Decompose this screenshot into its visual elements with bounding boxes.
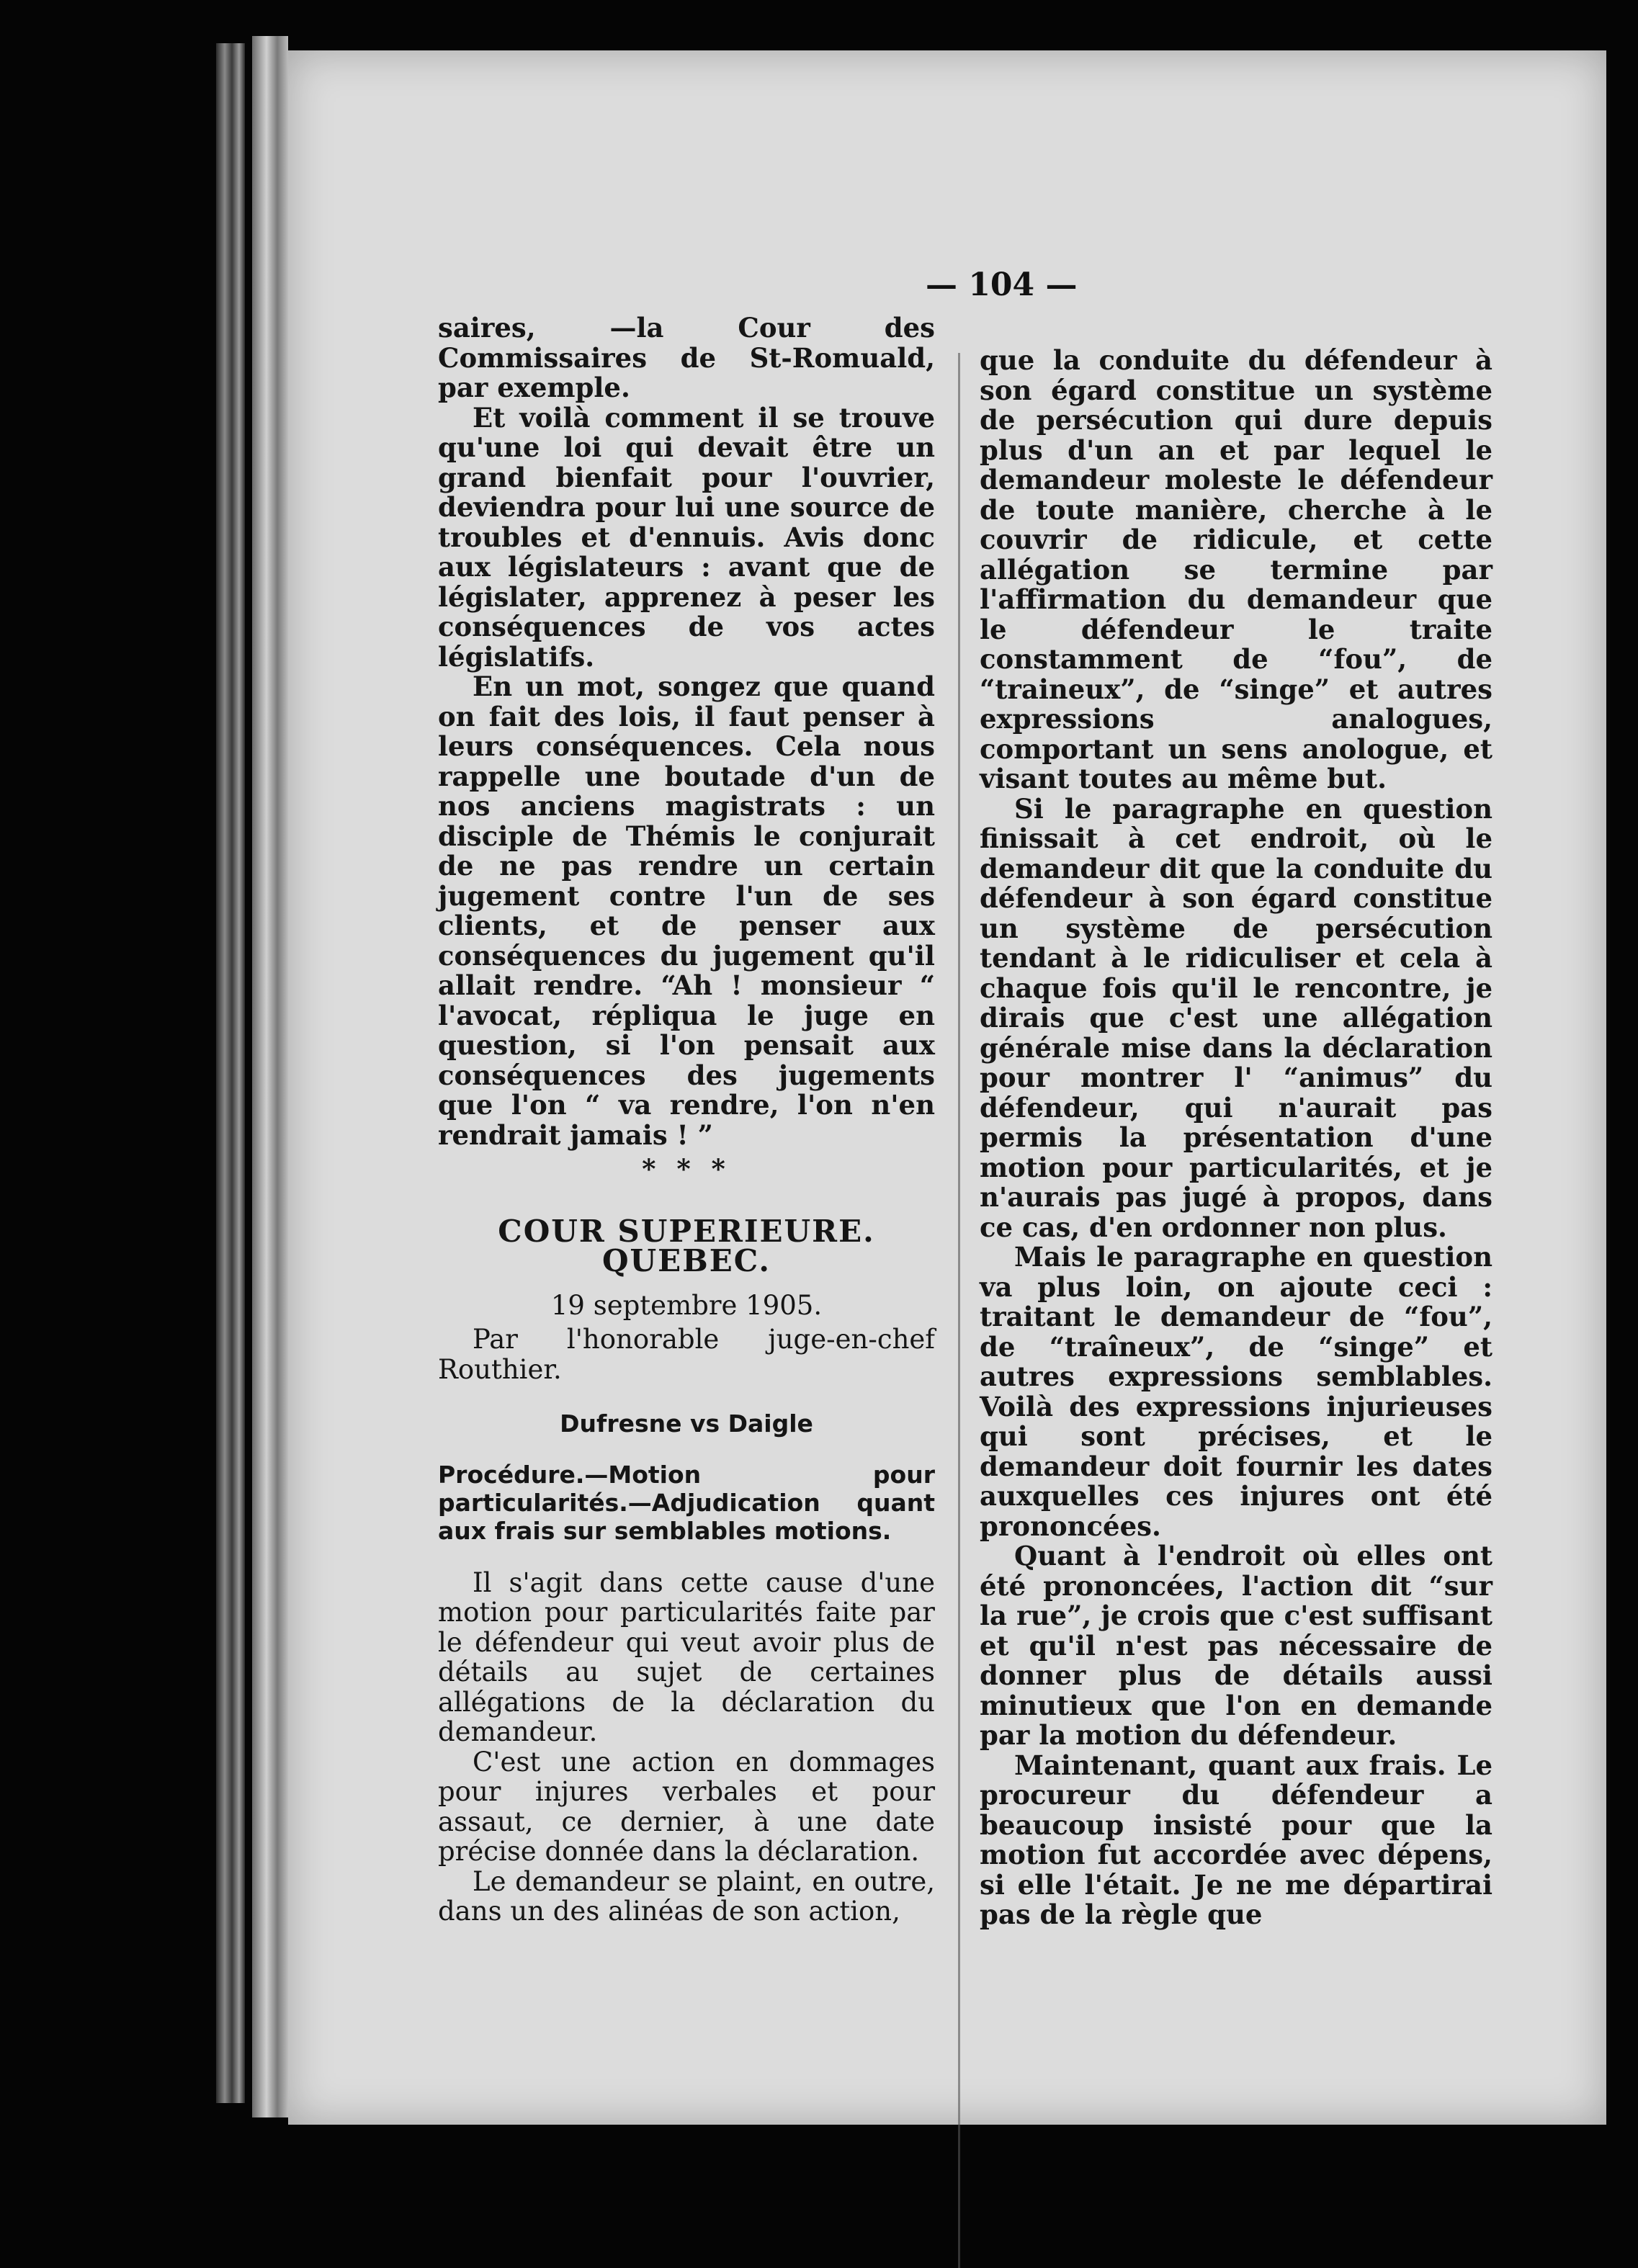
case-title: Dufresne vs Daigle	[560, 1409, 813, 1438]
book-binding-edge	[216, 43, 245, 2103]
right-paragraph-3: Mais le paragraphe en question va plus loin, on ajoute ceci : traitant le demandeur de “fou”, de “traîneux”, de “singe” et autres expressions semblables. Voilà des expressions injurieuses qui sont précises, et le demandeur doit fournir les dates auxquelles ces injures ont été prononcées.	[980, 1241, 1492, 1542]
left-paragraph-1: saires, —la Cour des Commissaires de St-Romuald, par exemple.	[438, 312, 935, 403]
court-heading: COUR SUPERIEURE. QUEBEC.	[498, 1213, 875, 1278]
left-paragraph-2: Et voilà comment il se trouve qu'une loi qui devait être un grand bienfait pour l'ouvrier, deviendra pour lui une source de troubles et d'ennuis. Avis donc aux législateurs : avant que de législater, apprenez à peser les conséquences de vos actes législatifs.	[438, 401, 935, 673]
case-summary: Procédure.—Motion pour particularités.—Adjudication quant aux frais sur semblables motions.	[438, 1460, 935, 1545]
right-column	[980, 346, 1492, 1930]
left-column	[438, 313, 935, 1927]
page-number: — 104 —	[926, 266, 1078, 303]
left-paragraph-4: Il s'agit dans cette cause d'une motion pour particularités faite par le défendeur qui veut avoir plus de détails au sujet de certaines allégations de la déclaration du demandeur.	[438, 1566, 935, 1747]
book-page-edges	[252, 36, 288, 2117]
section-separator: * * *	[642, 1153, 731, 1185]
left-paragraph-5: C'est une action en dommages pour injures verbales et pour assaut, ce dernier, à une date précise donnée dans la déclaration.	[438, 1746, 935, 1867]
book-page	[288, 50, 1606, 2125]
right-paragraph-4: Quant à l'endroit où elles ont été prononcées, l'action dit “sur la rue”, je crois que c'est suffisant et qu'il n'est pas nécessaire de donner plus de détails aussi minutieux que l'on en demande par la motion du défendeur.	[980, 1540, 1492, 1751]
right-paragraph-1: que la conduite du défendeur à son égard constitue un système de persécution qui dure depuis plus d'un an et par lequel le demandeur moleste le défendeur de toute manière, cherche à le couvrir de ridicule, et cette allégation se termine par l'affirmation du demandeur que le défendeur le traite constamment de “fou”, de “traineux”, de “singe” et autres expressions analogues, comportant un sens anologue, et visant toutes au même but.	[980, 344, 1492, 794]
judgment-date: 19 septembre 1905.	[550, 1289, 823, 1321]
left-paragraph-3: En un mot, songez que quand on fait des lois, il faut penser à leurs conséquences. Cela nous rappelle une boutade d'un de nos anciens magistrats : un disciple de Thémis le conjurait de ne pas rendre un certain jugement contre l'un de ses clients, et de penser aux conséquences du jugement qu'il allait rendre. “Ah ! monsieur “ l'avocat, répliqua le juge en question, si l'on pensait aux conséquences des jugements que l'on “ va rendre, l'on n'en rendrait jamais ! ”	[438, 671, 935, 1151]
column-divider	[958, 353, 960, 2268]
judge-line: Par l'honorable juge-en-chef Routhier.	[438, 1324, 935, 1385]
right-paragraph-2: Si le paragraphe en question finissait à cet endroit, où le demandeur dit que la conduite du défendeur à son égard constitue un système de persécution tendant à le ridiculiser et cela à chaque fois qu'il le rencontre, je dirais que c'est une allégation générale mise dans la déclaration pour montrer l' “animus” du défendeur, qui n'aurait pas permis la présentation d'une motion pour particularités, et je n'aurais pas jugé à propos, dans ce cas, d'en ordonner non plus.	[980, 792, 1492, 1243]
left-paragraph-6: Le demandeur se plaint, en outre, dans un des alinéas de son action,	[438, 1865, 935, 1927]
right-paragraph-5: Maintenant, quant aux frais. Le procureur du défendeur a beaucoup insisté pour que la motion fut accordée avec dépens, si elle l'était. Je ne me départirai pas de la règle que	[980, 1749, 1492, 1930]
